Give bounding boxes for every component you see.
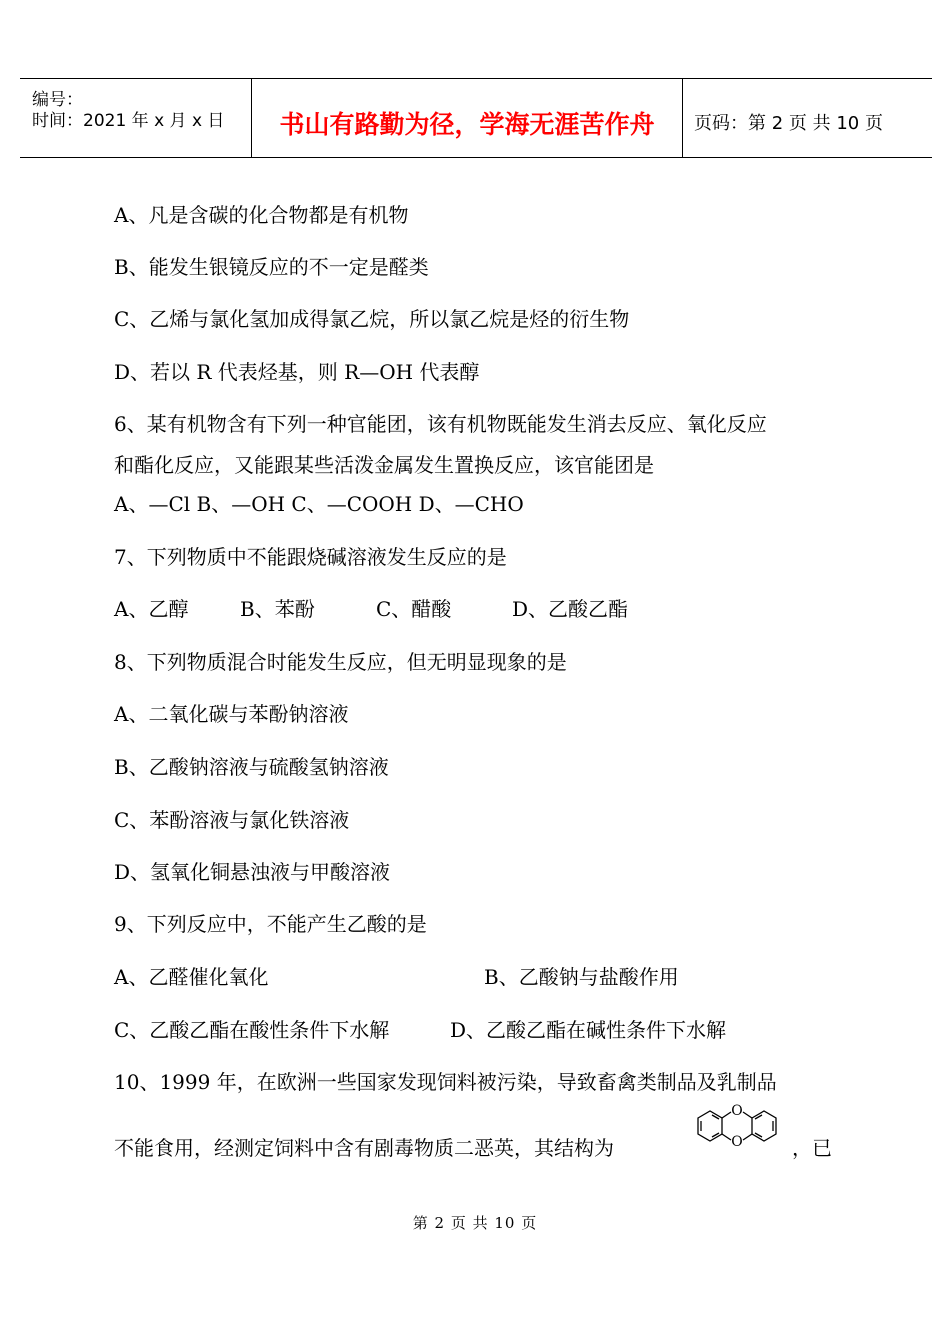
oxygen-atom-bottom: O xyxy=(731,1134,743,1150)
q8-option-a: A、二氧化碳与苯酚钠溶液 xyxy=(114,702,349,726)
bond-right-top xyxy=(743,1112,752,1118)
page-header xyxy=(20,78,932,158)
q5-option-a: A、凡是含碳的化合物都是有机物 xyxy=(114,203,409,227)
q6-stem-line2: 和酯化反应，又能跟某些活泼金属发生置换反应，该官能团是 xyxy=(114,453,654,477)
q10-stem-line2: 不能食用，经测定饲料中含有剧毒物质二恶英，其结构为 xyxy=(114,1136,614,1160)
q8-option-b: B、乙酸钠溶液与硫酸氢钠溶液 xyxy=(114,755,389,779)
q9-stem: 9、下列反应中，不能产生乙酸的是 xyxy=(114,912,427,936)
q7-option-c: C、醋酸 xyxy=(376,597,452,621)
page-info: 页码：第 2 页 共 10 页 xyxy=(694,113,883,134)
bond-right-bottom xyxy=(743,1134,752,1140)
q6-options: A、—Cl B、—OH C、—COOH D、—CHO xyxy=(114,492,524,516)
header-right-cell xyxy=(683,79,932,157)
q5-option-b: B、能发生银镜反应的不一定是醛类 xyxy=(114,255,429,279)
number-label: 编号： xyxy=(32,90,83,110)
q10-stem-line1: 10、1999 年，在欧洲一些国家发现饲料被污染，导致畜禽类制品及乳制品 xyxy=(114,1070,777,1094)
bond-left-bottom xyxy=(722,1134,731,1140)
q10-stem-tail: ，已 xyxy=(792,1136,832,1160)
q9-option-d: D、乙酸乙酯在碱性条件下水解 xyxy=(450,1018,727,1042)
q7-option-b: B、苯酚 xyxy=(240,597,315,621)
q5-option-d: D、若以 R 代表烃基，则 R—OH 代表醇 xyxy=(114,360,480,384)
page-footer: 第 2 页 共 10 页 xyxy=(412,1214,538,1232)
q6-stem-line1: 6、某有机物含有下列一种官能团，该有机物既能发生消去反应、氧化反应 xyxy=(114,412,767,436)
header-left-cell xyxy=(20,79,252,157)
q7-option-d: D、乙酸乙酯 xyxy=(512,597,629,621)
time-label: 时间：2021 年 x 月 x 日 xyxy=(32,111,225,131)
q9-option-b: B、乙酸钠与盐酸作用 xyxy=(484,965,679,989)
q7-stem: 7、下列物质中不能跟烧碱溶液发生反应的是 xyxy=(114,545,507,569)
q9-option-a: A、乙醛催化氧化 xyxy=(114,965,269,989)
q8-option-d: D、氢氧化铜悬浊液与甲酸溶液 xyxy=(114,860,391,884)
q9-option-c: C、乙酸乙酯在酸性条件下水解 xyxy=(114,1018,390,1042)
q7-option-a: A、乙醇 xyxy=(114,597,189,621)
bond-left-top xyxy=(722,1112,731,1118)
motto: 书山有路勤为径，学海无涯苦作舟 xyxy=(279,110,655,139)
oxygen-atom-top: O xyxy=(731,1103,743,1119)
q8-stem: 8、下列物质混合时能发生反应，但无明显现象的是 xyxy=(114,650,567,674)
dioxin-structure-diagram xyxy=(684,1102,790,1154)
header-motto-cell xyxy=(252,79,683,157)
q5-option-c: C、乙烯与氯化氢加成得氯乙烷，所以氯乙烷是烃的衍生物 xyxy=(114,307,630,331)
q8-option-c: C、苯酚溶液与氯化铁溶液 xyxy=(114,808,350,832)
